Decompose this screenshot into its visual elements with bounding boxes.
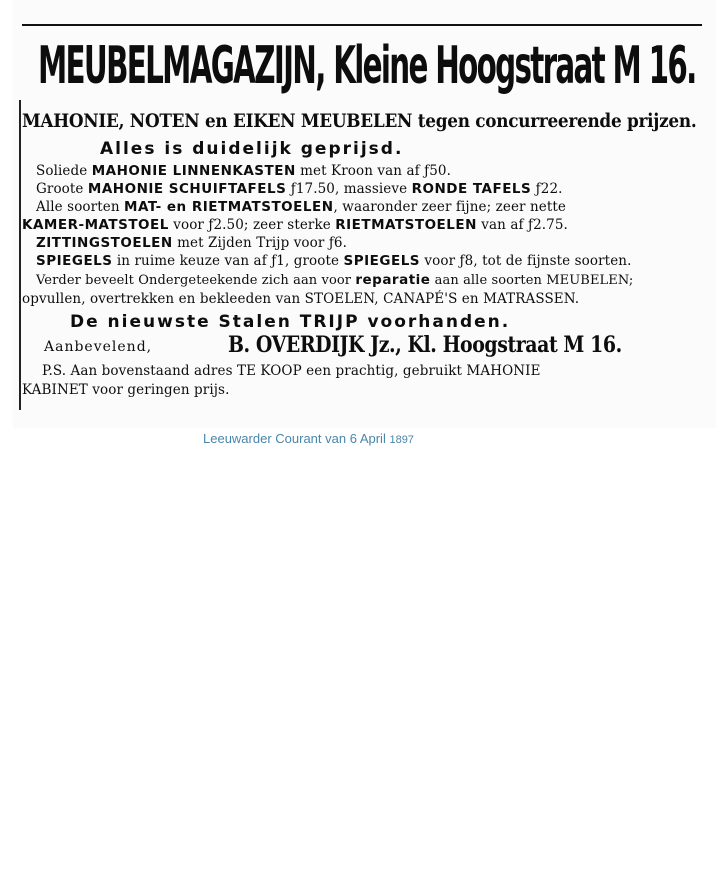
advert-ps-line: P.S. Aan bovenstaand adres TE KOOP een prachtig, gebruikt MAHONIE [42,363,541,379]
advert-line: opvullen, overtrekken en bekleeden van STOELEN, CANAPÉ'S en MATRASSEN. [22,291,580,307]
advert-line: ZITTINGSTOELEN met Zijden Trijp voor ƒ6. [36,235,347,251]
caption-year: 1897 [389,434,414,446]
advert-signature: B. OVERDIJK Jz., Kl. Hoogstraat M 16. [228,332,622,358]
advert-line: Alle soorten MAT- en RIETMATSTOELEN, waaronder zeer fijne; zeer nette [36,199,567,215]
advert-line: Verder beveelt Ondergeteekende zich aan voor reparatie aan alle soorten MEUBELEN; [36,272,634,288]
top-border-rule [22,24,702,26]
left-border-rule [19,100,21,410]
advert-ps-line: KABINET voor geringen prijs. [22,382,230,398]
advert-line: KAMER-MATSTOEL voor ƒ2.50; zeer sterke RIETMATSTOELEN van af ƒ2.75. [22,217,568,233]
advert-line: SPIEGELS in ruime keuze van af ƒ1, groote SPIEGELS voor ƒ8, tot de fijnste soorten. [36,253,632,269]
advert-tagline: Alles is duidelijk geprijsd. [100,139,404,159]
caption-text: Leeuwarder Courant van 6 April [203,431,390,446]
advert-stalen: De nieuwste Stalen TRIJP voorhanden. [70,312,511,332]
advert-line: Soliede MAHONIE LINNENKASTEN met Kroon van af ƒ50. [36,163,451,179]
advert-line: Groote MAHONIE SCHUIFTAFELS ƒ17.50, massieve RONDE TAFELS ƒ22. [36,181,563,197]
advert-aanbevelend: Aanbevelend, [44,339,153,355]
advert-subtitle: MAHONIE, NOTEN en EIKEN MEUBELEN tegen concurreerende prijzen. [22,110,697,132]
advert-title: MEUBELMAGAZIJN, Kleine Hoogstraat M 16. [38,36,696,96]
image-caption [203,431,414,446]
